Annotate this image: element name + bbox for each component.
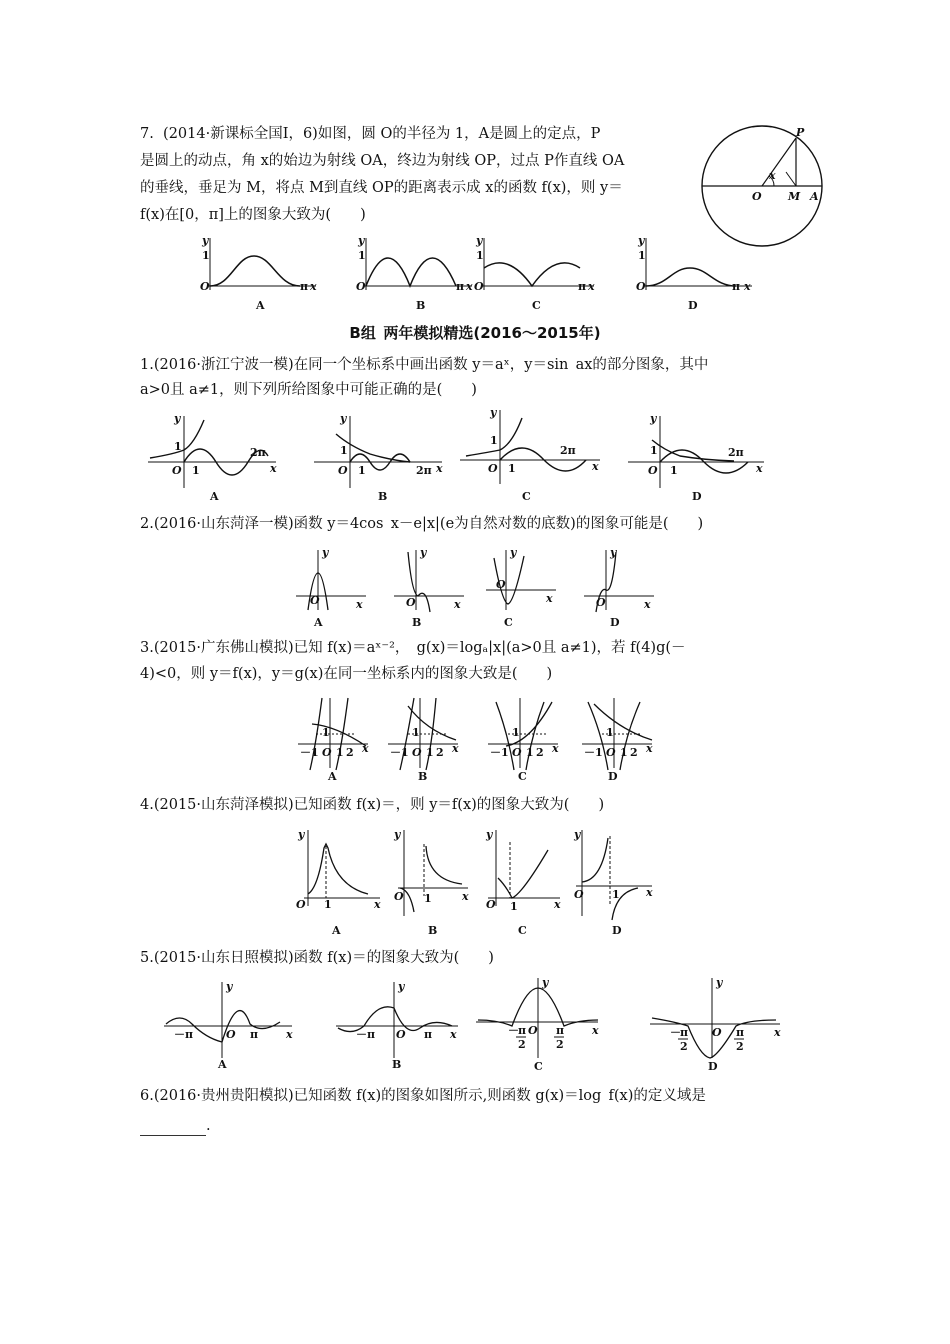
svg-text:x: x bbox=[546, 592, 553, 605]
svg-text:2π: 2π bbox=[560, 444, 576, 457]
svg-text:－: － bbox=[508, 1024, 519, 1037]
svg-text:x: x bbox=[774, 1026, 781, 1039]
q1-line-2: a>0且 a≠1，则下列所给图象中可能正确的是( ) bbox=[140, 382, 477, 398]
svg-text:x: x bbox=[646, 886, 653, 899]
svg-text:O: O bbox=[322, 746, 332, 759]
svg-text:π: π bbox=[578, 280, 587, 293]
q1-option-b-label: B bbox=[378, 490, 388, 503]
q7-option-c-label: C bbox=[532, 299, 541, 312]
q4-option-c-graph bbox=[484, 826, 566, 940]
q3-option-d-graph bbox=[580, 694, 662, 786]
svg-text:2: 2 bbox=[556, 1038, 564, 1051]
svg-text:y: y bbox=[476, 234, 483, 247]
svg-text:2π: 2π bbox=[250, 446, 266, 459]
q7-option-d-graph bbox=[632, 232, 762, 314]
svg-text:1: 1 bbox=[358, 464, 366, 477]
q3-option-a-label: A bbox=[328, 770, 337, 783]
svg-text:O: O bbox=[412, 746, 422, 759]
section-heading: B组 两年模拟精选(2016～2015年) bbox=[349, 324, 601, 342]
q6-line-2 bbox=[140, 1116, 211, 1136]
svg-text:y: y bbox=[398, 980, 405, 993]
q2-option-c-label: C bbox=[504, 616, 513, 628]
q1-option-a-graph bbox=[144, 410, 284, 508]
q1-option-b-graph bbox=[310, 410, 450, 508]
q2-option-d-graph bbox=[582, 546, 662, 628]
svg-text:O: O bbox=[512, 746, 522, 759]
q5-option-d-graph bbox=[648, 974, 788, 1074]
svg-text:O: O bbox=[406, 596, 416, 609]
svg-text:x: x bbox=[552, 742, 559, 755]
svg-text:O: O bbox=[574, 888, 584, 901]
svg-text:y: y bbox=[340, 412, 347, 425]
svg-text:1: 1 bbox=[620, 746, 628, 759]
svg-text:π: π bbox=[456, 280, 465, 293]
svg-text:x: x bbox=[374, 898, 381, 911]
svg-text:O: O bbox=[648, 464, 658, 477]
svg-text:y: y bbox=[358, 234, 365, 247]
q2-option-b-label: B bbox=[412, 616, 422, 628]
svg-text:π: π bbox=[424, 1028, 433, 1041]
q7-line-2: 是圆上的动点，角 x的始边为射线 OA，终边为射线 OP，过点 P作直线 OA bbox=[140, 153, 625, 169]
q3-option-a-graph bbox=[296, 694, 378, 786]
svg-text:π: π bbox=[518, 1024, 527, 1037]
q5-option-a-label: A bbox=[218, 1058, 227, 1071]
q2-option-b-graph bbox=[392, 546, 472, 628]
q3-option-c-graph bbox=[486, 694, 568, 786]
q3-option-d-label: D bbox=[608, 770, 618, 783]
svg-text:1: 1 bbox=[336, 746, 344, 759]
q7-option-d-label: D bbox=[688, 299, 698, 312]
q3-line-1: 3.(2015·广东佛山模拟)已知 f(x)＝aˣ⁻²， g(x)＝logₐ|x|(a>0且 a≠1)，若 f(4)g(－ bbox=[140, 640, 686, 656]
svg-text:y: y bbox=[716, 976, 723, 989]
svg-text:－1: －1 bbox=[300, 746, 319, 759]
svg-text:O: O bbox=[606, 746, 616, 759]
svg-text:y: y bbox=[490, 406, 497, 419]
svg-text:π: π bbox=[250, 1028, 259, 1041]
circle-label-x: x bbox=[769, 169, 776, 182]
svg-text:1: 1 bbox=[638, 249, 646, 262]
svg-text:1: 1 bbox=[358, 249, 366, 262]
svg-text:1: 1 bbox=[606, 726, 614, 739]
q2-option-a-label: A bbox=[314, 616, 323, 628]
svg-text:y: y bbox=[420, 546, 427, 559]
svg-text:x: x bbox=[270, 462, 277, 475]
q1-option-a-label: A bbox=[210, 490, 219, 503]
svg-text:y: y bbox=[574, 828, 581, 841]
svg-text:2: 2 bbox=[436, 746, 444, 759]
svg-text:2π: 2π bbox=[416, 464, 432, 477]
svg-text:y: y bbox=[650, 412, 657, 425]
svg-text:x: x bbox=[362, 742, 369, 755]
q2-line-1: 2.(2016·山东菏泽一模)函数 y＝4cos x－e|x|(e为自然对数的底数)的图象可能是( ) bbox=[140, 516, 704, 532]
svg-text:π: π bbox=[300, 280, 309, 293]
svg-text:O: O bbox=[394, 890, 404, 903]
q1-option-d-graph bbox=[624, 410, 774, 508]
svg-text:x: x bbox=[452, 742, 459, 755]
svg-text:y: y bbox=[202, 234, 209, 247]
svg-text:O: O bbox=[296, 898, 306, 911]
svg-text:π: π bbox=[556, 1024, 565, 1037]
svg-text:O: O bbox=[528, 1024, 538, 1037]
q4-option-a-graph bbox=[294, 826, 388, 940]
q4-option-d-graph bbox=[572, 826, 658, 940]
svg-text:1: 1 bbox=[322, 726, 330, 739]
svg-text:O: O bbox=[712, 1026, 722, 1039]
svg-text:y: y bbox=[638, 234, 645, 247]
svg-text:1: 1 bbox=[476, 249, 484, 262]
q3-option-b-label: B bbox=[418, 770, 428, 783]
svg-text:x: x bbox=[286, 1028, 293, 1041]
svg-text:1: 1 bbox=[324, 898, 332, 911]
q4-option-b-graph bbox=[392, 826, 474, 940]
svg-text:O: O bbox=[596, 596, 606, 609]
svg-text:1: 1 bbox=[174, 440, 182, 453]
q5-option-b-label: B bbox=[392, 1058, 402, 1071]
svg-text:y: y bbox=[486, 828, 493, 841]
svg-text:x: x bbox=[356, 598, 363, 611]
svg-text:x: x bbox=[436, 462, 443, 475]
svg-text:－1: －1 bbox=[490, 746, 509, 759]
svg-text:x: x bbox=[756, 462, 763, 475]
svg-text:O: O bbox=[488, 462, 498, 475]
q4-option-b-label: B bbox=[428, 924, 438, 937]
q6-tail: . bbox=[206, 1118, 211, 1134]
q4-option-d-label: D bbox=[612, 924, 622, 937]
q5-option-a-graph bbox=[162, 978, 298, 1072]
q7-line-3: 的垂线，垂足为 M，将点 M到直线 OP的距离表示成 x的函数 f(x)，则 y＝ bbox=[140, 180, 623, 196]
svg-text:1: 1 bbox=[526, 746, 534, 759]
q7-option-a-graph bbox=[196, 232, 326, 314]
circle-label-o: O bbox=[752, 190, 762, 203]
svg-text:x: x bbox=[454, 598, 461, 611]
svg-text:O: O bbox=[200, 280, 210, 293]
q7-option-b-graph bbox=[352, 232, 482, 314]
svg-text:－π: －π bbox=[356, 1028, 376, 1041]
q7-line-4: f(x)在[0，π]上的图象大致为( ) bbox=[140, 207, 366, 223]
svg-text:x: x bbox=[588, 280, 595, 293]
svg-text:1: 1 bbox=[490, 434, 498, 447]
svg-text:1: 1 bbox=[512, 726, 520, 739]
svg-text:y: y bbox=[226, 980, 233, 993]
q7-line-1: 7. (2014·新课标全国Ⅰ，6)如图，圆 O的半径为 1，A是圆上的定点，P bbox=[140, 126, 601, 142]
q5-option-c-label: C bbox=[534, 1060, 543, 1073]
svg-text:O: O bbox=[396, 1028, 406, 1041]
svg-text:O: O bbox=[636, 280, 646, 293]
svg-text:2: 2 bbox=[630, 746, 638, 759]
svg-text:1: 1 bbox=[508, 462, 516, 475]
circle-label-m: M bbox=[788, 190, 801, 203]
svg-text:π: π bbox=[736, 1026, 745, 1039]
svg-text:2: 2 bbox=[536, 746, 544, 759]
q3-option-c-label: C bbox=[518, 770, 527, 783]
q3-option-b-graph bbox=[386, 694, 468, 786]
svg-text:2: 2 bbox=[736, 1040, 744, 1053]
svg-text:1: 1 bbox=[192, 464, 200, 477]
q3-line-2: 4)<0，则 y＝f(x)，y＝g(x)在同一坐标系内的图象大致是( ) bbox=[140, 666, 553, 682]
svg-text:x: x bbox=[466, 280, 473, 293]
svg-text:2π: 2π bbox=[728, 446, 744, 459]
svg-text:x: x bbox=[462, 890, 469, 903]
svg-text:1: 1 bbox=[340, 444, 348, 457]
svg-text:－: － bbox=[670, 1026, 681, 1039]
svg-text:x: x bbox=[310, 280, 317, 293]
svg-text:y: y bbox=[298, 828, 305, 841]
svg-text:1: 1 bbox=[612, 888, 620, 901]
q2-option-c-graph bbox=[484, 546, 564, 628]
svg-text:π: π bbox=[732, 280, 741, 293]
svg-text:－1: －1 bbox=[390, 746, 409, 759]
svg-text:－π: －π bbox=[174, 1028, 194, 1041]
svg-text:2: 2 bbox=[346, 746, 354, 759]
svg-text:O: O bbox=[226, 1028, 236, 1041]
svg-text:x: x bbox=[644, 598, 651, 611]
circle-label-p: P bbox=[796, 126, 805, 139]
q4-option-a-label: A bbox=[332, 924, 341, 937]
svg-text:O: O bbox=[474, 280, 484, 293]
q1-line-1: 1.(2016·浙江宁波一模)在同一个坐标系中画出函数 y＝aˣ，y＝sin ax的部分图象，其中 bbox=[140, 357, 709, 373]
q7-option-a-label: A bbox=[256, 299, 265, 312]
svg-text:O: O bbox=[496, 578, 506, 591]
q5-option-d-label: D bbox=[708, 1060, 718, 1073]
svg-text:y: y bbox=[174, 412, 181, 425]
q5-option-c-graph bbox=[474, 974, 604, 1074]
q5-line-1: 5.(2015·山东日照模拟)函数 f(x)＝的图象大致为( ) bbox=[140, 950, 494, 966]
svg-text:y: y bbox=[610, 546, 617, 559]
svg-text:1: 1 bbox=[670, 464, 678, 477]
q1-option-d-label: D bbox=[692, 490, 702, 503]
svg-text:O: O bbox=[310, 594, 320, 607]
svg-text:x: x bbox=[592, 1024, 599, 1037]
svg-text:O: O bbox=[356, 280, 366, 293]
svg-text:2: 2 bbox=[518, 1038, 526, 1051]
svg-text:1: 1 bbox=[426, 746, 434, 759]
q4-option-c-label: C bbox=[518, 924, 527, 937]
svg-text:x: x bbox=[646, 742, 653, 755]
q4-line-1: 4.(2015·山东菏泽模拟)已知函数 f(x)＝，则 y＝f(x)的图象大致为( ) bbox=[140, 797, 605, 813]
svg-text:1: 1 bbox=[424, 892, 432, 905]
svg-text:1: 1 bbox=[412, 726, 420, 739]
svg-text:π: π bbox=[680, 1026, 689, 1039]
q1-option-c-label: C bbox=[522, 490, 531, 503]
q2-option-a-graph bbox=[294, 546, 374, 628]
svg-text:x: x bbox=[592, 460, 599, 473]
svg-text:O: O bbox=[486, 898, 496, 911]
svg-text:x: x bbox=[744, 280, 751, 293]
svg-text:x: x bbox=[554, 898, 561, 911]
svg-text:y: y bbox=[542, 976, 549, 989]
svg-text:y: y bbox=[394, 828, 401, 841]
svg-text:y: y bbox=[322, 546, 329, 559]
q5-option-b-graph bbox=[334, 978, 464, 1072]
svg-text:1: 1 bbox=[510, 900, 518, 913]
svg-text:－1: －1 bbox=[584, 746, 603, 759]
svg-text:x: x bbox=[450, 1028, 457, 1041]
q6-line-1: 6.(2016·贵州贵阳模拟)已知函数 f(x)的图象如图所示,则函数 g(x)＝log f(x)的定义域是 bbox=[140, 1088, 706, 1104]
svg-text:1: 1 bbox=[650, 444, 658, 457]
q2-option-d-label: D bbox=[610, 616, 620, 628]
answer-blank bbox=[140, 1121, 206, 1136]
svg-text:1: 1 bbox=[202, 249, 210, 262]
q1-option-c-graph bbox=[456, 404, 606, 508]
svg-text:2: 2 bbox=[680, 1040, 688, 1053]
svg-text:O: O bbox=[172, 464, 182, 477]
svg-text:O: O bbox=[338, 464, 348, 477]
svg-text:y: y bbox=[510, 546, 517, 559]
q7-option-b-label: B bbox=[416, 299, 426, 312]
circle-label-a: A bbox=[810, 190, 819, 203]
q7-option-c-graph bbox=[470, 232, 600, 314]
